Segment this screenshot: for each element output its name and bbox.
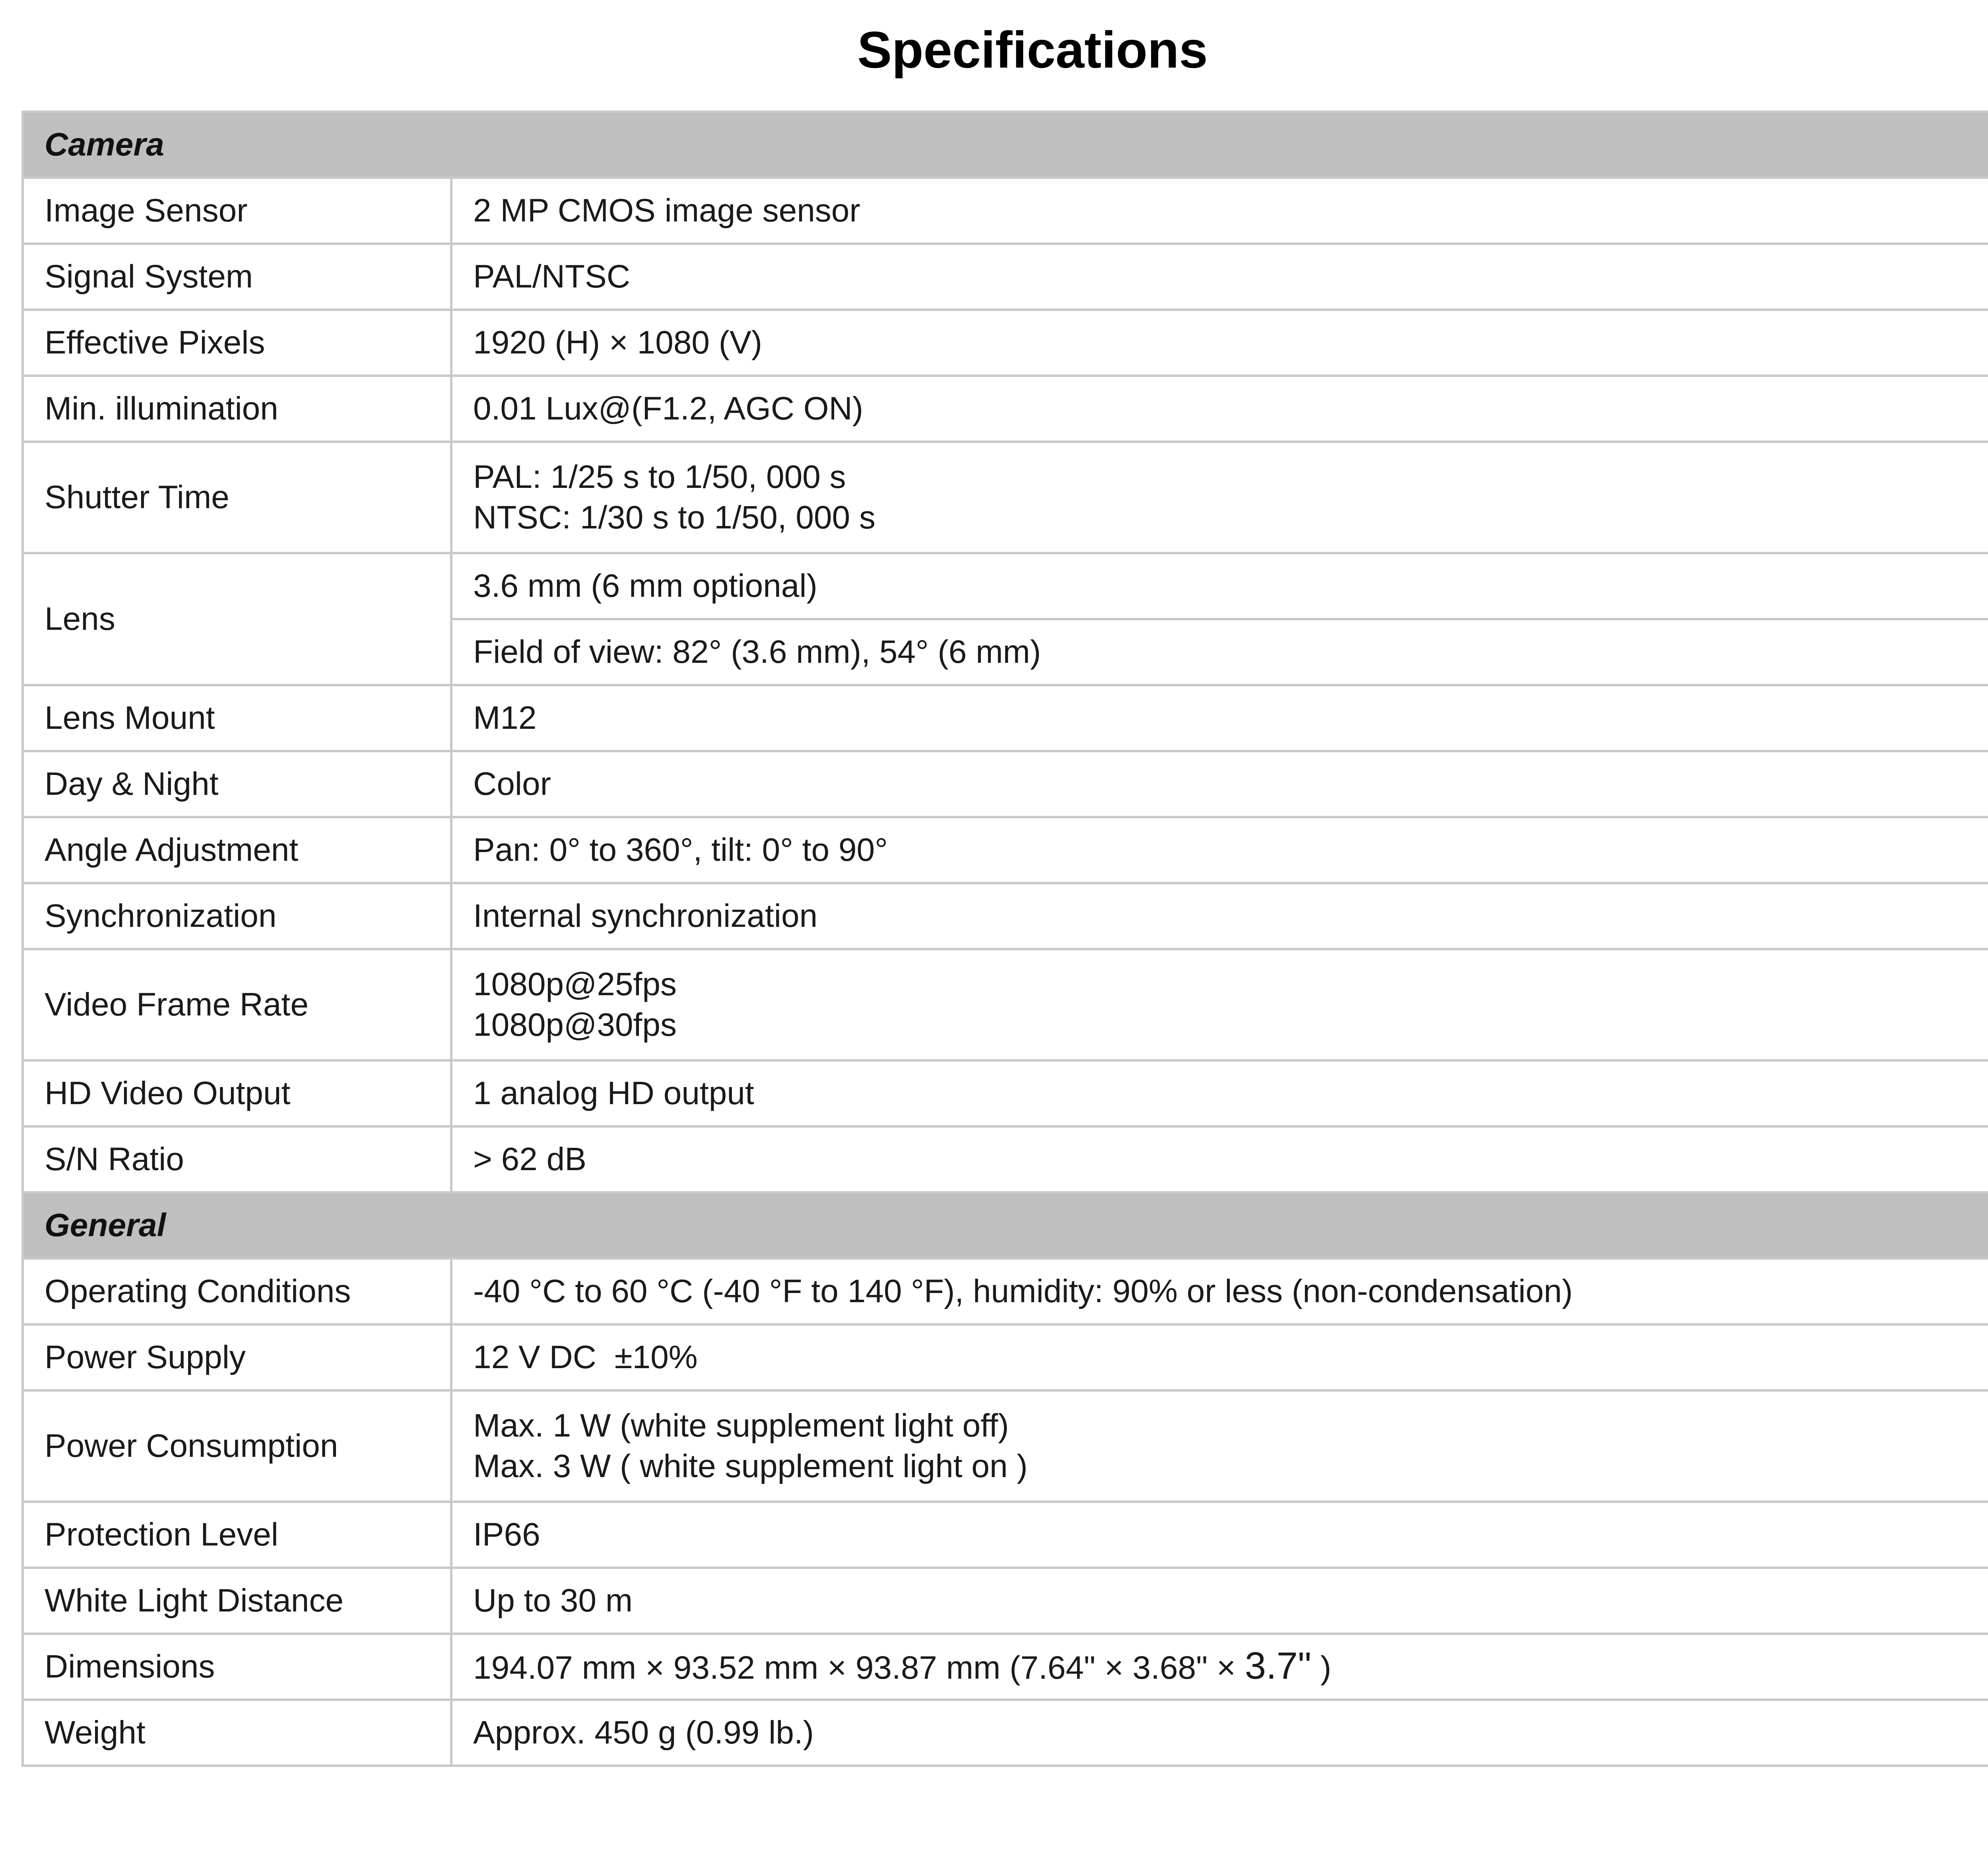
spec-value: 1920 (H) × 1080 (V)	[451, 310, 1988, 376]
spec-value-line: PAL: 1/25 s to 1/50, 000 s	[473, 459, 846, 495]
table-row	[23, 310, 1988, 376]
table-row	[23, 1126, 1988, 1192]
table-row	[23, 1568, 1988, 1634]
section-header-camera	[23, 112, 1988, 178]
spec-value-line: NTSC: 1/30 s to 1/50, 000 s	[473, 499, 876, 536]
spec-label: Signal System	[23, 244, 451, 310]
table-row	[23, 1634, 1988, 1700]
spec-value	[451, 949, 1988, 1060]
spec-value: 0.01 Lux@(F1.2, AGC ON)	[451, 376, 1988, 442]
spec-label: Lens	[23, 553, 451, 685]
spec-label: Power Supply	[23, 1324, 451, 1390]
table-row	[23, 178, 1988, 244]
section-header-general	[23, 1192, 1988, 1258]
spec-value: Approx. 450 g (0.99 lb.)	[451, 1700, 1988, 1766]
page-title: Specifications	[857, 21, 1208, 79]
table-row	[23, 685, 1988, 751]
spec-value-line: 1080p@30fps	[473, 1007, 677, 1043]
table-row	[23, 244, 1988, 310]
spec-value: Color	[451, 751, 1988, 817]
table-row	[23, 751, 1988, 817]
spec-label: Image Sensor	[23, 178, 451, 244]
table-row	[23, 883, 1988, 949]
spec-label: Effective Pixels	[23, 310, 451, 376]
spec-label: Day & Night	[23, 751, 451, 817]
spec-label: Video Frame Rate	[23, 949, 451, 1060]
spec-label: Shutter Time	[23, 442, 451, 553]
table-row	[23, 1390, 1988, 1502]
spec-value-line: 1080p@25fps	[473, 966, 677, 1002]
dimensions-value-suffix: )	[1311, 1649, 1332, 1686]
table-row	[23, 1060, 1988, 1126]
table-row	[23, 1700, 1988, 1766]
specifications-table	[21, 111, 1988, 1767]
spec-label: White Light Distance	[23, 1568, 451, 1634]
spec-value: M12	[451, 685, 1988, 751]
spec-value: 3.6 mm (6 mm optional)	[451, 553, 1988, 619]
table-row	[23, 817, 1988, 883]
spec-value	[451, 1390, 1988, 1502]
table-row	[23, 442, 1988, 553]
table-row	[23, 553, 1988, 619]
spec-label: Weight	[23, 1700, 451, 1766]
spec-value: Up to 30 m	[451, 1568, 1988, 1634]
spec-value: Pan: 0° to 360°, tilt: 0° to 90°	[451, 817, 1988, 883]
spec-label: Synchronization	[23, 883, 451, 949]
spec-label: Operating Conditions	[23, 1258, 451, 1324]
spec-label: HD Video Output	[23, 1060, 451, 1126]
spec-value: 12 V DC ±10%	[451, 1324, 1988, 1390]
spec-value: Field of view: 82° (3.6 mm), 54° (6 mm)	[451, 619, 1988, 685]
table-row	[23, 949, 1988, 1060]
table-row	[23, 376, 1988, 442]
dimensions-value-height: 3.7"	[1244, 1644, 1312, 1687]
spec-value: -40 °C to 60 °C (-40 °F to 140 °F), humidity: 90% or less (non-condensation)	[451, 1258, 1988, 1324]
spec-value: Internal synchronization	[451, 883, 1988, 949]
spec-label: Power Consumption	[23, 1390, 451, 1502]
dimensions-value-main: 194.07 mm × 93.52 mm × 93.87 mm (7.64" × 3.68" ×	[473, 1649, 1245, 1686]
spec-label: Min. illumination	[23, 376, 451, 442]
spec-label: Dimensions	[23, 1634, 451, 1700]
spec-label: S/N Ratio	[23, 1126, 451, 1192]
spec-label: Lens Mount	[23, 685, 451, 751]
section-title: Camera	[23, 112, 1988, 178]
spec-label: Angle Adjustment	[23, 817, 451, 883]
spec-value	[451, 442, 1988, 553]
spec-value	[451, 1634, 1988, 1700]
spec-value-line: Max. 1 W (white supplement light off)	[473, 1408, 1009, 1444]
table-row	[23, 1258, 1988, 1324]
spec-value: PAL/NTSC	[451, 244, 1988, 310]
spec-value: 2 MP CMOS image sensor	[451, 178, 1988, 244]
spec-value: IP66	[451, 1502, 1988, 1568]
spec-value: 1 analog HD output	[451, 1060, 1988, 1126]
spec-label: Protection Level	[23, 1502, 451, 1568]
table-row	[23, 1502, 1988, 1568]
section-title: General	[23, 1192, 1988, 1258]
spec-value-line: Max. 3 W ( white supplement light on )	[473, 1448, 1028, 1484]
table-row	[23, 1324, 1988, 1390]
spec-value: > 62 dB	[451, 1126, 1988, 1192]
